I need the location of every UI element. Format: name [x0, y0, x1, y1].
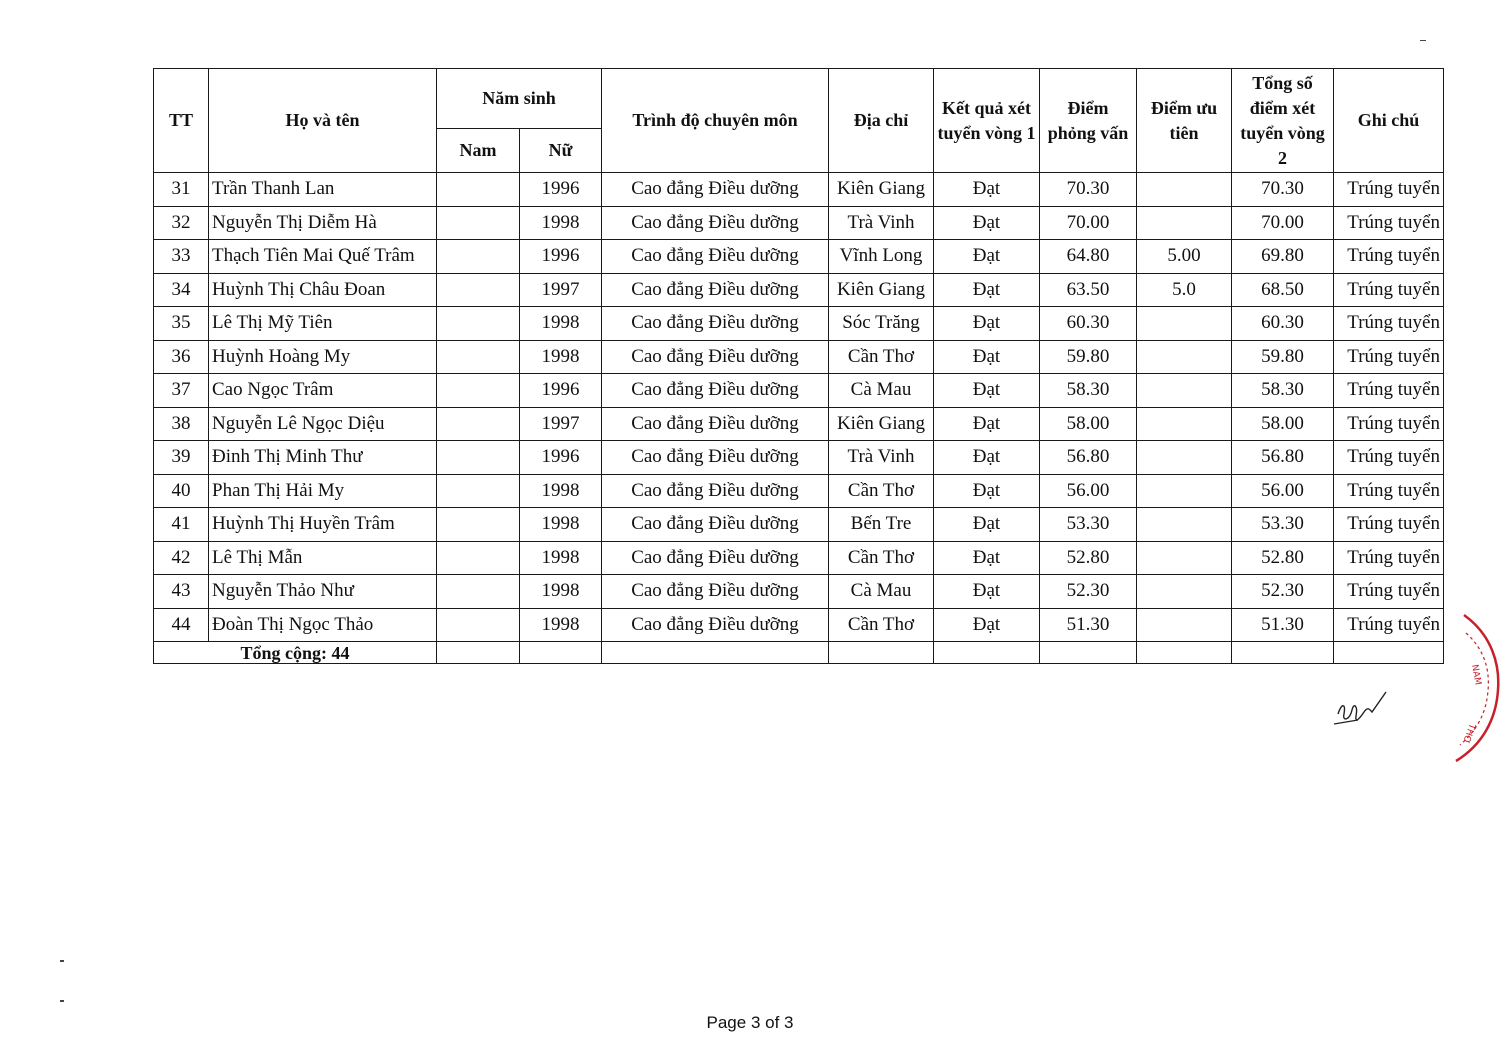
header-birth-year: Năm sinh [437, 69, 602, 129]
cell-tt: 40 [154, 474, 209, 508]
cell-birth-year-female: 1998 [520, 508, 602, 542]
cell-priority-score [1137, 575, 1232, 609]
cell-round2-total: 51.30 [1232, 608, 1334, 642]
candidate-results-table [153, 68, 1444, 664]
cell-priority-score [1137, 541, 1232, 575]
cell-interview-score: 70.00 [1040, 206, 1137, 240]
cell-interview-score: 52.30 [1040, 575, 1137, 609]
cell-round1-result: Đạt [934, 508, 1040, 542]
table-row [154, 273, 1444, 307]
cell-note: Trúng tuyển [1334, 374, 1444, 408]
cell-round1-result: Đạt [934, 541, 1040, 575]
cell-birth-year-male [437, 575, 520, 609]
cell-priority-score [1137, 340, 1232, 374]
cell-address: Trà Vinh [829, 441, 934, 475]
cell-round2-total: 60.30 [1232, 307, 1334, 341]
cell-round2-total: 69.80 [1232, 240, 1334, 274]
cell-address: Trà Vinh [829, 206, 934, 240]
cell-note: Trúng tuyển [1334, 407, 1444, 441]
cell-name: Thạch Tiên Mai Quế Trâm [209, 240, 437, 274]
cell-address: Kiên Giang [829, 407, 934, 441]
cell-qualification: Cao đẳng Điều dưỡng [602, 608, 829, 642]
cell-birth-year-female: 1998 [520, 307, 602, 341]
header-name: Họ và tên [209, 69, 437, 173]
cell-name: Nguyễn Thị Diễm Hà [209, 206, 437, 240]
cell-priority-score [1137, 374, 1232, 408]
table-row [154, 441, 1444, 475]
cell-name: Huỳnh Thị Châu Đoan [209, 273, 437, 307]
cell-round1-result: Đạt [934, 273, 1040, 307]
cell-round2-total: 68.50 [1232, 273, 1334, 307]
total-empty-cell [437, 642, 520, 664]
cell-tt: 32 [154, 206, 209, 240]
cell-tt: 43 [154, 575, 209, 609]
cell-birth-year-male [437, 206, 520, 240]
table-body [154, 173, 1444, 642]
cell-name: Lê Thị Mỹ Tiên [209, 307, 437, 341]
cell-tt: 44 [154, 608, 209, 642]
total-empty-cell [1232, 642, 1334, 664]
cell-note: Trúng tuyển [1334, 575, 1444, 609]
cell-qualification: Cao đẳng Điều dưỡng [602, 240, 829, 274]
total-row [154, 642, 1444, 664]
cell-birth-year-female: 1998 [520, 575, 602, 609]
cell-qualification: Cao đẳng Điều dưỡng [602, 206, 829, 240]
cell-interview-score: 63.50 [1040, 273, 1137, 307]
cell-round1-result: Đạt [934, 307, 1040, 341]
cell-birth-year-male [437, 240, 520, 274]
table-row [154, 206, 1444, 240]
total-label: Tổng cộng: 44 [154, 642, 437, 664]
cell-qualification: Cao đẳng Điều dưỡng [602, 474, 829, 508]
cell-round2-total: 70.00 [1232, 206, 1334, 240]
cell-qualification: Cao đẳng Điều dưỡng [602, 340, 829, 374]
header-male: Nam [437, 129, 520, 173]
header-address: Địa chỉ [829, 69, 934, 173]
cell-round1-result: Đạt [934, 240, 1040, 274]
cell-interview-score: 58.30 [1040, 374, 1137, 408]
cell-birth-year-male [437, 307, 520, 341]
cell-round2-total: 56.00 [1232, 474, 1334, 508]
scan-speck [1420, 40, 1426, 41]
stamp-icon [1452, 605, 1500, 765]
table-row [154, 474, 1444, 508]
cell-qualification: Cao đẳng Điều dưỡng [602, 508, 829, 542]
cell-address: Sóc Trăng [829, 307, 934, 341]
total-empty-cell [602, 642, 829, 664]
total-empty-cell [1040, 642, 1137, 664]
cell-birth-year-female: 1996 [520, 374, 602, 408]
cell-name: Đinh Thị Minh Thư [209, 441, 437, 475]
table-row [154, 173, 1444, 207]
cell-address: Cần Thơ [829, 541, 934, 575]
cell-tt: 42 [154, 541, 209, 575]
cell-qualification: Cao đẳng Điều dưỡng [602, 575, 829, 609]
cell-qualification: Cao đẳng Điều dưỡng [602, 374, 829, 408]
cell-note: Trúng tuyển [1334, 474, 1444, 508]
cell-address: Cà Mau [829, 575, 934, 609]
cell-round2-total: 53.30 [1232, 508, 1334, 542]
cell-birth-year-male [437, 374, 520, 408]
cell-note: Trúng tuyển [1334, 240, 1444, 274]
cell-round1-result: Đạt [934, 575, 1040, 609]
cell-interview-score: 56.80 [1040, 441, 1137, 475]
cell-interview-score: 70.30 [1040, 173, 1137, 207]
cell-round1-result: Đạt [934, 441, 1040, 475]
cell-address: Bến Tre [829, 508, 934, 542]
cell-address: Cần Thơ [829, 474, 934, 508]
cell-qualification: Cao đẳng Điều dưỡng [602, 441, 829, 475]
cell-priority-score [1137, 508, 1232, 542]
cell-birth-year-female: 1998 [520, 474, 602, 508]
cell-address: Vĩnh Long [829, 240, 934, 274]
cell-name: Lê Thị Mẫn [209, 541, 437, 575]
table-row [154, 575, 1444, 609]
cell-priority-score [1137, 441, 1232, 475]
cell-qualification: Cao đẳng Điều dưỡng [602, 173, 829, 207]
cell-qualification: Cao đẳng Điều dưỡng [602, 407, 829, 441]
cell-note: Trúng tuyển [1334, 608, 1444, 642]
cell-birth-year-female: 1996 [520, 240, 602, 274]
cell-birth-year-female: 1997 [520, 407, 602, 441]
cell-round2-total: 59.80 [1232, 340, 1334, 374]
cell-priority-score [1137, 474, 1232, 508]
cell-interview-score: 64.80 [1040, 240, 1137, 274]
cell-address: Cần Thơ [829, 340, 934, 374]
cell-tt: 33 [154, 240, 209, 274]
cell-address: Cần Thơ [829, 608, 934, 642]
page-number: Page 3 of 3 [706, 1013, 794, 1032]
table-row [154, 541, 1444, 575]
cell-round2-total: 70.30 [1232, 173, 1334, 207]
cell-name: Nguyễn Lê Ngọc Diệu [209, 407, 437, 441]
header-priority-score: Điểm ưu tiên [1137, 69, 1232, 173]
cell-tt: 37 [154, 374, 209, 408]
cell-interview-score: 58.00 [1040, 407, 1137, 441]
cell-round2-total: 56.80 [1232, 441, 1334, 475]
total-empty-cell [1137, 642, 1232, 664]
table-row [154, 508, 1444, 542]
signature-icon [1330, 684, 1390, 730]
cell-birth-year-female: 1998 [520, 541, 602, 575]
cell-tt: 31 [154, 173, 209, 207]
cell-round2-total: 52.80 [1232, 541, 1334, 575]
cell-name: Huỳnh Thị Huyền Trâm [209, 508, 437, 542]
cell-priority-score: 5.00 [1137, 240, 1232, 274]
table-row [154, 240, 1444, 274]
cell-qualification: Cao đẳng Điều dưỡng [602, 541, 829, 575]
cell-priority-score [1137, 206, 1232, 240]
cell-note: Trúng tuyển [1334, 508, 1444, 542]
cell-round1-result: Đạt [934, 474, 1040, 508]
total-empty-cell [934, 642, 1040, 664]
header-qualification: Trình độ chuyên môn [602, 69, 829, 173]
cell-name: Phan Thị Hải My [209, 474, 437, 508]
cell-interview-score: 60.30 [1040, 307, 1137, 341]
table-row [154, 407, 1444, 441]
total-empty-cell [829, 642, 934, 664]
cell-round1-result: Đạt [934, 340, 1040, 374]
cell-interview-score: 59.80 [1040, 340, 1137, 374]
cell-round2-total: 58.30 [1232, 374, 1334, 408]
cell-address: Cà Mau [829, 374, 934, 408]
cell-round1-result: Đạt [934, 173, 1040, 207]
cell-tt: 39 [154, 441, 209, 475]
cell-interview-score: 51.30 [1040, 608, 1137, 642]
cell-qualification: Cao đẳng Điều dưỡng [602, 273, 829, 307]
header-round1-result: Kết quả xét tuyển vòng 1 [934, 69, 1040, 173]
cell-interview-score: 53.30 [1040, 508, 1137, 542]
cell-tt: 41 [154, 508, 209, 542]
header-note: Ghi chú [1334, 69, 1444, 173]
svg-text:THƠ: THƠ [1460, 721, 1477, 745]
cell-birth-year-female: 1997 [520, 273, 602, 307]
cell-tt: 34 [154, 273, 209, 307]
cell-birth-year-male [437, 541, 520, 575]
cell-birth-year-female: 1998 [520, 206, 602, 240]
cell-name: Huỳnh Hoàng My [209, 340, 437, 374]
cell-name: Cao Ngọc Trâm [209, 374, 437, 408]
cell-birth-year-female: 1998 [520, 340, 602, 374]
cell-round2-total: 52.30 [1232, 575, 1334, 609]
svg-text:NAM: NAM [1469, 663, 1483, 686]
scan-speck [60, 960, 64, 962]
cell-birth-year-male [437, 273, 520, 307]
cell-birth-year-male [437, 508, 520, 542]
cell-birth-year-male [437, 340, 520, 374]
header-tt: TT [154, 69, 209, 173]
cell-priority-score [1137, 608, 1232, 642]
cell-tt: 36 [154, 340, 209, 374]
cell-round1-result: Đạt [934, 374, 1040, 408]
cell-note: Trúng tuyển [1334, 273, 1444, 307]
cell-note: Trúng tuyển [1334, 541, 1444, 575]
header-female: Nữ [520, 129, 602, 173]
table-row [154, 374, 1444, 408]
table-row [154, 340, 1444, 374]
cell-tt: 38 [154, 407, 209, 441]
total-empty-cell [520, 642, 602, 664]
cell-birth-year-male [437, 608, 520, 642]
header-round2-total: Tổng số điểm xét tuyển vòng 2 [1232, 69, 1334, 173]
cell-round2-total: 58.00 [1232, 407, 1334, 441]
cell-priority-score: 5.0 [1137, 273, 1232, 307]
cell-birth-year-male [437, 441, 520, 475]
cell-interview-score: 56.00 [1040, 474, 1137, 508]
scan-speck [60, 1000, 64, 1002]
total-empty-cell [1334, 642, 1444, 664]
cell-priority-score [1137, 173, 1232, 207]
cell-note: Trúng tuyển [1334, 307, 1444, 341]
cell-round1-result: Đạt [934, 608, 1040, 642]
cell-note: Trúng tuyển [1334, 441, 1444, 475]
cell-note: Trúng tuyển [1334, 173, 1444, 207]
cell-birth-year-female: 1996 [520, 173, 602, 207]
cell-address: Kiên Giang [829, 173, 934, 207]
table-row [154, 307, 1444, 341]
header-interview-score: Điểm phỏng vấn [1040, 69, 1137, 173]
cell-note: Trúng tuyển [1334, 206, 1444, 240]
cell-name: Trần Thanh Lan [209, 173, 437, 207]
cell-interview-score: 52.80 [1040, 541, 1137, 575]
cell-name: Nguyễn Thảo Như [209, 575, 437, 609]
cell-name: Đoàn Thị Ngọc Thảo [209, 608, 437, 642]
cell-birth-year-female: 1998 [520, 608, 602, 642]
cell-priority-score [1137, 307, 1232, 341]
cell-birth-year-male [437, 474, 520, 508]
cell-tt: 35 [154, 307, 209, 341]
cell-address: Kiên Giang [829, 273, 934, 307]
cell-round1-result: Đạt [934, 407, 1040, 441]
cell-birth-year-male [437, 407, 520, 441]
cell-birth-year-female: 1996 [520, 441, 602, 475]
cell-round1-result: Đạt [934, 206, 1040, 240]
cell-note: Trúng tuyển [1334, 340, 1444, 374]
table-row [154, 608, 1444, 642]
cell-birth-year-male [437, 173, 520, 207]
cell-priority-score [1137, 407, 1232, 441]
cell-qualification: Cao đẳng Điều dưỡng [602, 307, 829, 341]
